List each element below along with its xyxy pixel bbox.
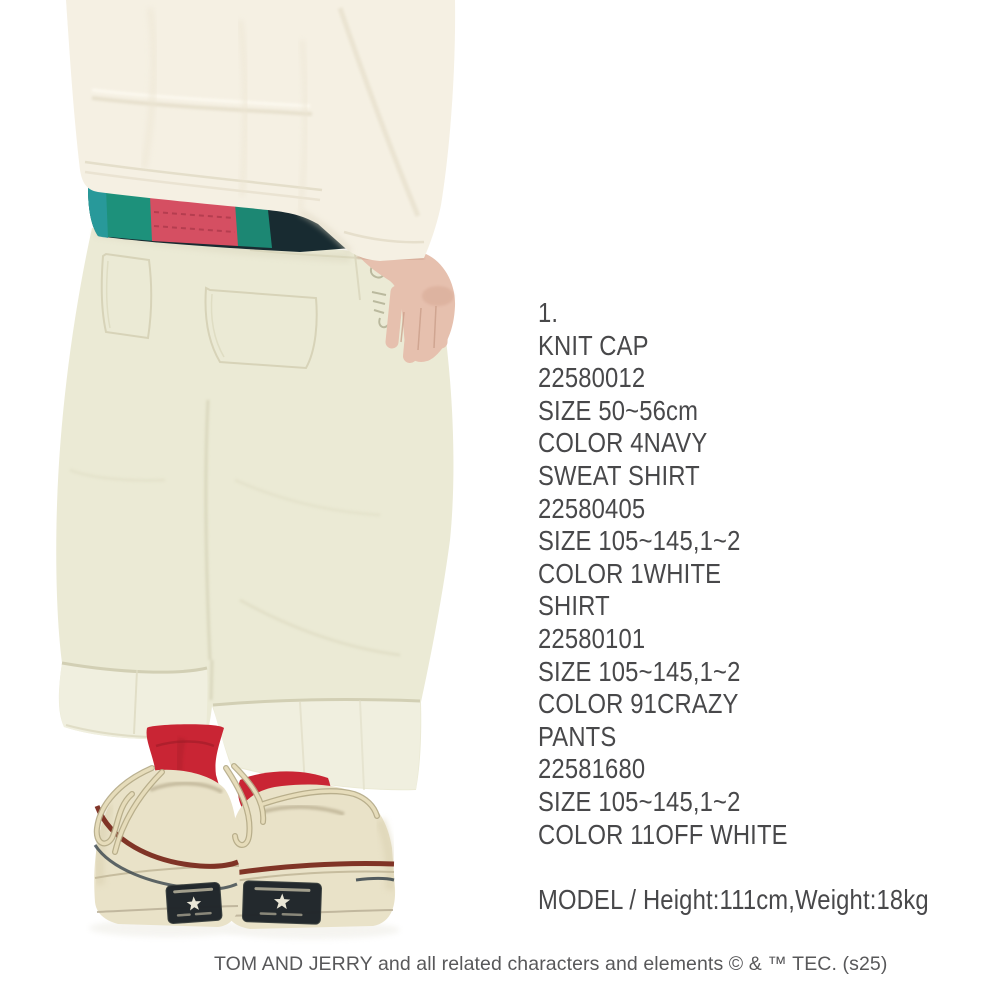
product-2-size: SIZE 105~145,1~2 — [538, 655, 741, 687]
product-1-size: SIZE 105~145,1~2 — [538, 525, 741, 557]
listing-index: 1. — [538, 297, 559, 328]
listing-lines — [538, 297, 929, 851]
product-0-color: COLOR 4NAVY — [538, 427, 708, 459]
product-1-code: 22580405 — [538, 492, 646, 524]
product-0-size: SIZE 50~56cm — [538, 394, 699, 426]
right-heel-patch — [242, 881, 321, 925]
product-3-color: COLOR 11OFF WHITE — [538, 818, 788, 850]
product-2-color: COLOR 91CRAZY — [538, 688, 739, 720]
product-0-name: KNIT CAP — [538, 329, 649, 361]
product-0-code: 22580012 — [538, 362, 646, 394]
product-3-size: SIZE 105~145,1~2 — [538, 785, 741, 817]
product-2-code: 22580101 — [538, 622, 646, 654]
product-listing — [538, 297, 929, 916]
copyright-line: TOM AND JERRY and all related characters and elements © & ™ TEC. (s25) — [214, 953, 888, 975]
left-heel-patch — [166, 882, 223, 924]
product-1-color: COLOR 1WHITE — [538, 557, 722, 589]
product-3-code: 22581680 — [538, 753, 646, 785]
product-3-name: PANTS — [538, 720, 617, 752]
model-info: MODEL / Height:111cm,Weight:18kg — [538, 883, 929, 915]
product-1-name: SWEAT SHIRT — [538, 459, 700, 491]
product-2-name: SHIRT — [538, 590, 610, 622]
